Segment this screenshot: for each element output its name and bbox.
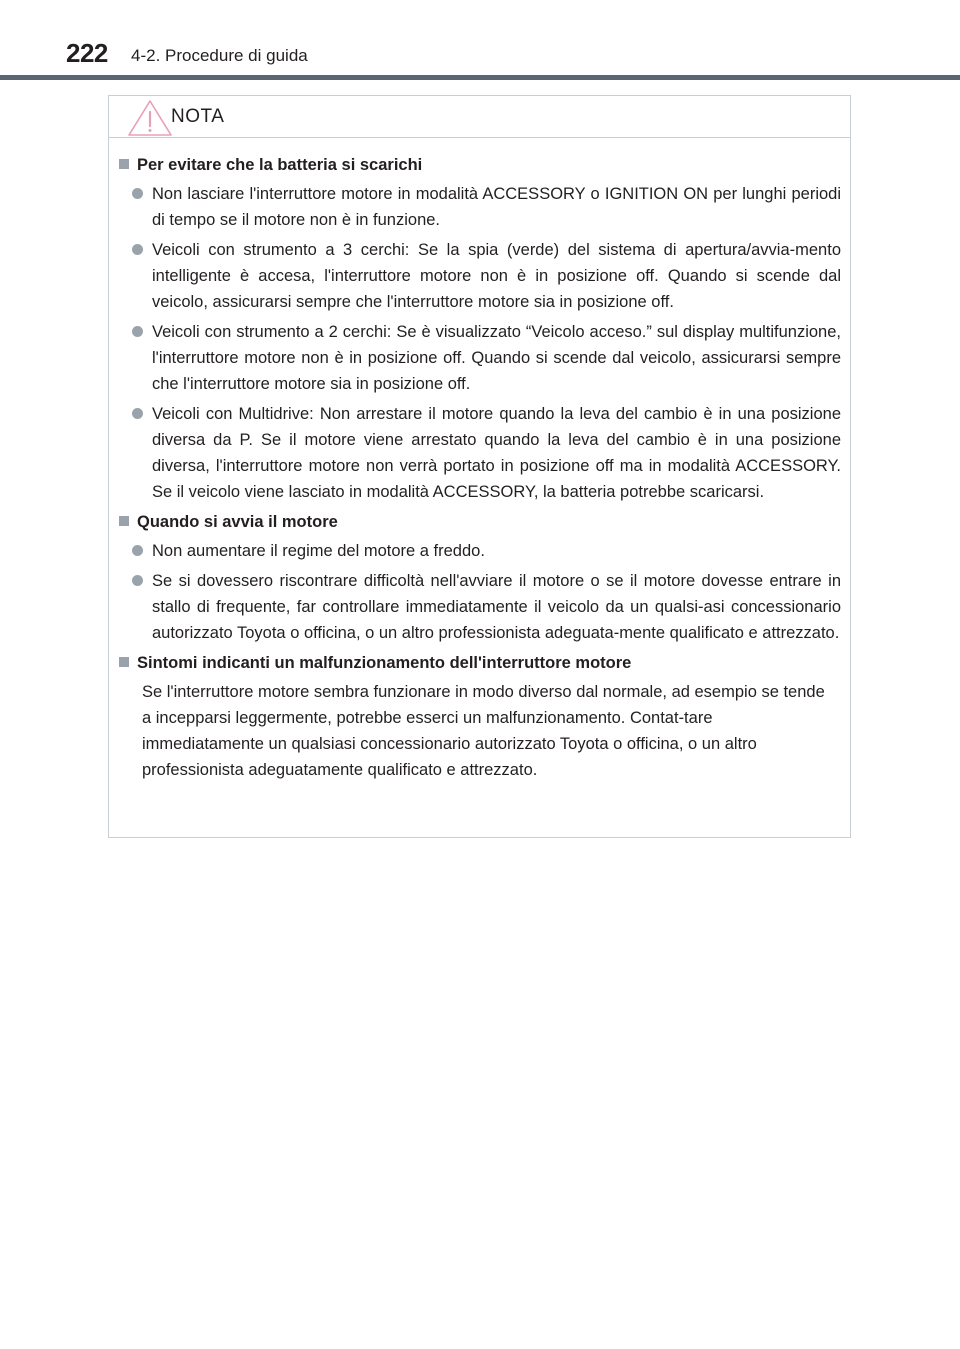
note-box	[108, 95, 851, 838]
list-item-text: Non aumentare il regime del motore a freddo.	[152, 542, 485, 560]
section-paragraph: Se l'interruttore motore sembra funzionare in modo diverso dal normale, ad esempio se tende a incepparsi leggermente, potrebbe esserci un malfunzionamento. Contat-tare immediatamente un qualsiasi concessionario autorizzato Toyota o officina, o un altro professionista adeguatamente qualificato e attrezzato.	[142, 683, 825, 779]
circle-bullet-icon	[132, 575, 143, 586]
list-item	[132, 237, 841, 315]
section-heading-text: Per evitare che la batteria si scarichi	[137, 156, 423, 174]
list-item-text: Veicoli con strumento a 2 cerchi: Se è visualizzato “Veicolo acceso.” sul display multifunzione, l'interruttore motore non è in posizione off. Quando si scende dal veicolo, assicurarsi sempre che l'interruttore motore sia in posizione off.	[152, 323, 841, 393]
list-item	[132, 401, 841, 505]
page-header	[0, 0, 960, 80]
section-heading	[119, 509, 841, 535]
list-item	[132, 538, 841, 564]
note-body	[109, 138, 850, 783]
section-heading-text: Quando si avvia il motore	[137, 513, 338, 531]
circle-bullet-icon	[132, 244, 143, 255]
list-item-text: Se si dovessero riscontrare difficoltà nell'avviare il motore o se il motore dovesse entrare in stallo di frequente, far controllare immediatamente il veicolo da un qualsi-asi concessionario autorizzato Toyota o officina, o un altro professionista adeguata-mente qualificato e attrezzato.	[152, 572, 841, 642]
square-bullet-icon	[119, 657, 129, 667]
circle-bullet-icon	[132, 188, 143, 199]
square-bullet-icon	[119, 516, 129, 526]
warning-triangle-icon	[127, 99, 173, 137]
circle-bullet-icon	[132, 545, 143, 556]
section-heading-text: Sintomi indicanti un malfunzionamento dell'interruttore motore	[137, 654, 632, 672]
note-header	[109, 96, 850, 138]
circle-bullet-icon	[132, 326, 143, 337]
list-item	[132, 319, 841, 397]
section-heading	[119, 650, 841, 676]
header-rule	[0, 75, 960, 80]
square-bullet-icon	[119, 159, 129, 169]
list-item	[132, 181, 841, 233]
list-item-text: Non lasciare l'interruttore motore in modalità ACCESSORY o IGNITION ON per lunghi periodi di tempo se il motore non è in funzione.	[152, 185, 841, 229]
list-item	[132, 568, 841, 646]
list-item-text: Veicoli con strumento a 3 cerchi: Se la spia (verde) del sistema di apertura/avvia-mento intelligente è accesa, l'interruttore motore non è in posizione off. Quando si scende dal veicolo, assicurarsi sempre che l'interruttore motore sia in posizione off.	[152, 241, 841, 311]
list-item-text: Veicoli con Multidrive: Non arrestare il motore quando la leva del cambio è in una posizione diversa da P. Se il motore viene arrestato quando la leva del cambio è in una posizione diversa, l'interruttore motore non verrà portato in posizione off ma in modalità ACCESSORY. Se il veicolo viene lasciato in modalità ACCESSORY, la batteria potrebbe scaricarsi.	[152, 405, 841, 501]
circle-bullet-icon	[132, 408, 143, 419]
note-title: NOTA	[171, 106, 225, 127]
page-number: 222	[66, 38, 108, 68]
section-title: 4-2. Procedure di guida	[131, 46, 308, 65]
section-heading	[119, 152, 841, 178]
